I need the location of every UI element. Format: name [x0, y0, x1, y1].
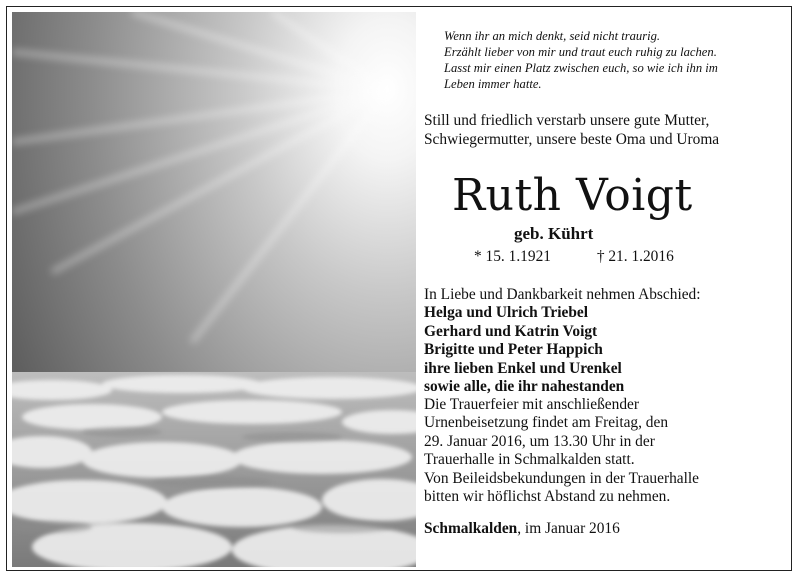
birth-date: * 15. 1.1921 — [474, 248, 551, 265]
ceremony-line: Die Trauerfeier mit anschließender — [424, 396, 639, 413]
ceremony-line: Trauerhalle in Schmalkalden statt. — [424, 451, 635, 469]
place-name: Schmalkalden — [424, 520, 518, 537]
mourner: Gerhard und Katrin Voigt — [424, 322, 598, 340]
poem-line: Leben immer hatte. — [444, 77, 542, 91]
mourners-block — [424, 286, 776, 396]
condolence-note — [424, 470, 776, 507]
poem-line: Wenn ihr an mich denkt, seid nicht traurig. — [444, 29, 661, 43]
sky-clouds-photo — [12, 12, 416, 567]
intro-line: Still und friedlich verstarb unsere gute Mutter, — [424, 112, 710, 129]
intro-line: Schwiegermutter, unsere beste Oma und Uroma — [424, 131, 720, 148]
death-announcement — [424, 111, 776, 149]
ceremony-line: 29. Januar 2016, um 13.30 Uhr in der — [424, 432, 655, 450]
poem-line: Lasst mir einen Platz zwischen euch, so wie ich ihn im — [444, 61, 718, 75]
deceased-name: Ruth Voigt — [452, 170, 693, 221]
place-date: , im Januar 2016 — [517, 520, 620, 537]
ceremony-info — [424, 396, 776, 470]
mourner: sowie alle, die ihr nahestanden — [424, 378, 625, 396]
condolence-line: bitten wir höflichst Abstand zu nehmen. — [424, 488, 671, 506]
mourner: ihre lieben Enkel und Urenkel — [424, 359, 622, 377]
mourner: Brigitte und Peter Happich — [424, 341, 603, 359]
notice-text-column — [424, 12, 776, 567]
death-date: † 21. 1.2016 — [596, 248, 674, 265]
condolence-line: Von Beileidsbekundungen in der Trauerhalle — [424, 470, 699, 487]
life-dates — [474, 248, 674, 266]
place-and-date — [424, 520, 620, 538]
poem — [444, 28, 779, 92]
sky-clouds-image — [12, 12, 416, 567]
mourner: Helga und Ulrich Triebel — [424, 304, 589, 322]
mourners-intro: In Liebe und Dankbarkeit nehmen Abschied: — [424, 286, 701, 303]
birth-name: geb. Kührt — [514, 224, 594, 243]
ceremony-line: Urnenbeisetzung findet am Freitag, den — [424, 414, 669, 432]
poem-line: Erzählt lieber von mir und traut euch ruhig zu lachen. — [444, 45, 717, 59]
